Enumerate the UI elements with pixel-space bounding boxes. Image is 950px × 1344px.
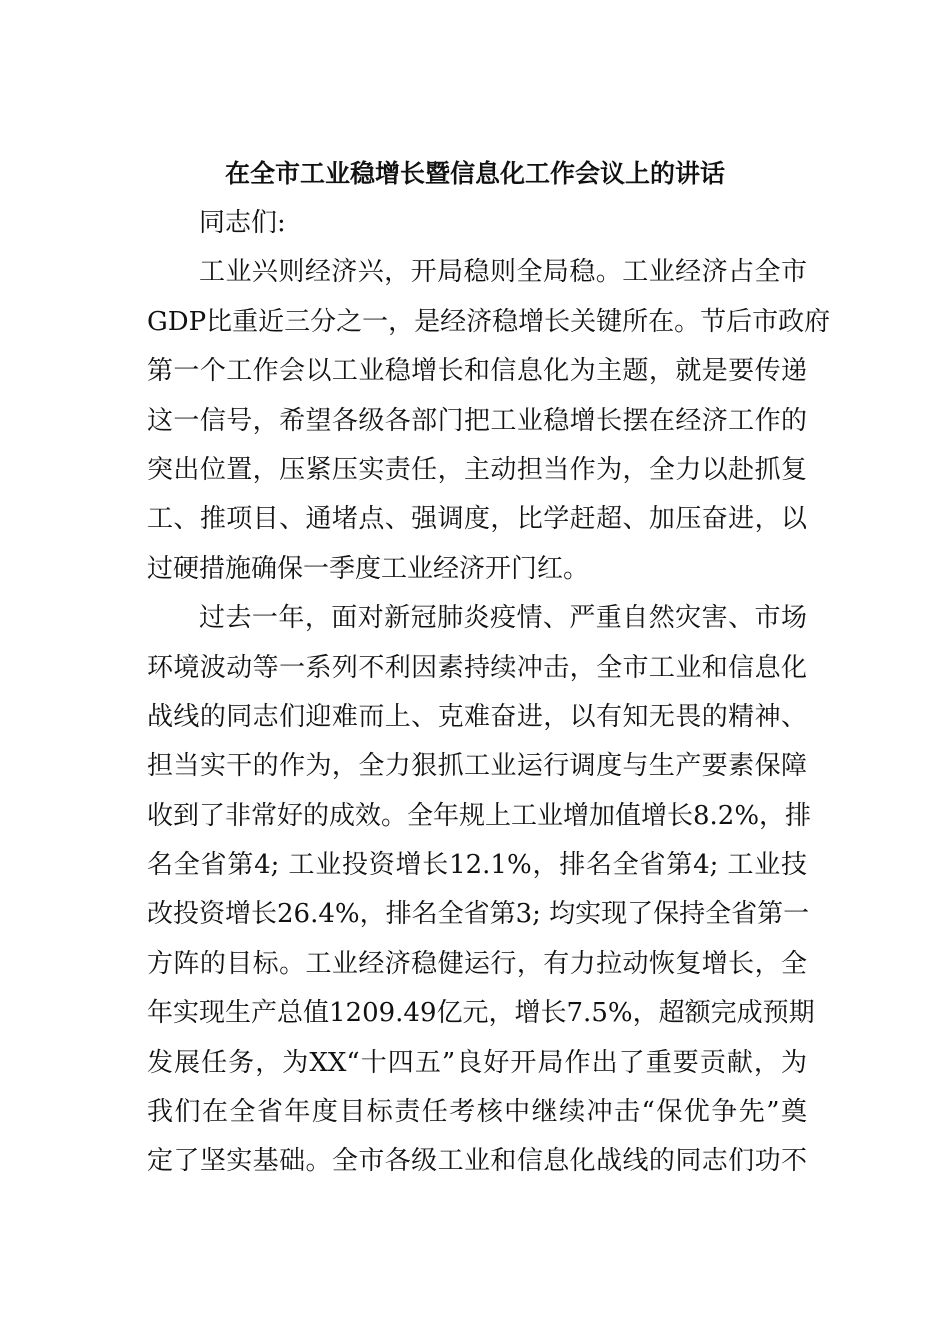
text-line: 工业兴则经济兴，开局稳则全局稳。工业经济占全市 xyxy=(199,257,807,288)
text-line: 过去一年，面对新冠肺炎疫情、严重自然灾害、市场 xyxy=(199,603,807,634)
text-line: 工、推项目、通堵点、强调度，比学赶超、加压奋进，以 xyxy=(147,504,807,535)
text-line: 这一信号，希望各级各部门把工业稳增长摆在经济工作的 xyxy=(147,405,807,436)
text-line: 收到了非常好的成效。全年规上工业增加值增长8.2%，排 xyxy=(147,800,812,831)
salutation: 同志们: xyxy=(199,208,286,238)
text-line: 过硬措施确保一季度工业经济开门红。 xyxy=(147,553,590,584)
text-line: 担当实干的作为，全力狠抓工业运行调度与生产要素保障 xyxy=(147,751,807,782)
text-line: 名全省第4; 工业投资增长12.1%，排名全省第4; 工业技 xyxy=(147,850,807,881)
document-title: 在全市工业稳增长暨信息化工作会议上的讲话 xyxy=(224,159,725,188)
text-line: 战线的同志们迎难而上、克难奋进，以有知无畏的精神、 xyxy=(147,701,807,732)
text-line: 定了坚实基础。全市各级工业和信息化战线的同志们功不 xyxy=(147,1146,807,1177)
text-line: GDP比重近三分之一，是经济稳增长关键所在。节后市政府 xyxy=(147,306,831,337)
text-line: 突出位置，压紧压实责任，主动担当作为，全力以赴抓复 xyxy=(147,454,807,485)
text-line: 改投资增长26.4%，排名全省第3; 均实现了保持全省第一 xyxy=(147,899,810,930)
text-line: 年实现生产总值1209.49亿元，增长7.5%，超额完成预期 xyxy=(147,998,815,1029)
text-line: 方阵的目标。工业经济稳健运行，有力拉动恢复增长，全 xyxy=(147,948,807,979)
text-line: 第一个工作会以工业稳增长和信息化为主题，就是要传递 xyxy=(147,356,807,387)
text-line: 环境波动等一系列不利因素持续冲击，全市工业和信息化 xyxy=(147,652,807,683)
document-body xyxy=(147,199,831,1187)
text-line: 发展任务，为XX“十四五”良好开局作出了重要贡献，为 xyxy=(147,1047,807,1078)
text-line: 我们在全省年度目标责任考核中继续冲击“保优争先”奠 xyxy=(147,1097,807,1128)
